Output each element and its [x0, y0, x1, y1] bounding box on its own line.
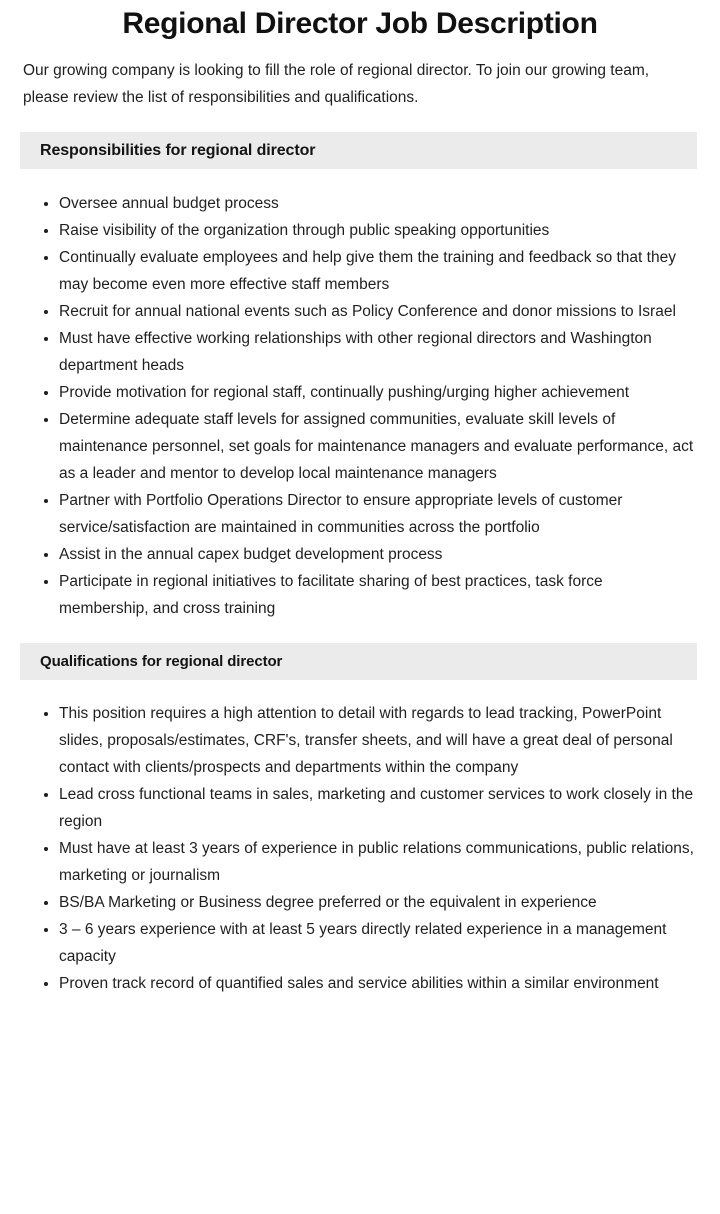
section-heading-qualifications: Qualifications for regional director — [40, 652, 283, 670]
page-title: Regional Director Job Description — [122, 7, 598, 40]
section-header-qualifications — [20, 643, 697, 680]
section-header-responsibilities — [20, 132, 697, 169]
responsibilities-list — [0, 190, 720, 622]
section-heading-responsibilities: Responsibilities for regional director — [40, 141, 316, 159]
list-item: Proven track record of quantified sales and service abilities within a similar environment — [0, 970, 720, 997]
list-item: Continually evaluate employees and help give them the training and feedback so that they may become even more effective staff members — [0, 244, 720, 298]
list-item: Must have at least 3 years of experience in public relations communications, public relations, marketing or journalism — [0, 835, 720, 889]
qualifications-list — [0, 700, 720, 997]
list-item: BS/BA Marketing or Business degree preferred or the equivalent in experience — [0, 889, 720, 916]
list-item: This position requires a high attention to detail with regards to lead tracking, PowerPoint slides, proposals/estimates, CRF's, transfer sheets, and will have a great deal of personal contact with clients/prospects and departments within the company — [0, 700, 720, 781]
list-item: Assist in the annual capex budget development process — [0, 541, 720, 568]
list-item: Lead cross functional teams in sales, marketing and customer services to work closely in the region — [0, 781, 720, 835]
list-item: Recruit for annual national events such as Policy Conference and donor missions to Israel — [0, 298, 720, 325]
list-item: Determine adequate staff levels for assigned communities, evaluate skill levels of maintenance personnel, set goals for maintenance managers and evaluate performance, act as a leader and mentor to develop local maintenance managers — [0, 406, 720, 487]
list-item: Provide motivation for regional staff, continually pushing/urging higher achievement — [0, 379, 720, 406]
list-item: Must have effective working relationships with other regional directors and Washington department heads — [0, 325, 720, 379]
list-item: Participate in regional initiatives to facilitate sharing of best practices, task force membership, and cross training — [0, 568, 720, 622]
list-item: 3 – 6 years experience with at least 5 years directly related experience in a management capacity — [0, 916, 720, 970]
list-item: Partner with Portfolio Operations Director to ensure appropriate levels of customer service/satisfaction are maintained in communities across the portfolio — [0, 487, 720, 541]
intro-paragraph: Our growing company is looking to fill the role of regional director. To join our growing team, please review the list of responsibilities and qualifications. — [23, 62, 650, 106]
list-item: Oversee annual budget process — [0, 190, 720, 217]
list-item: Raise visibility of the organization through public speaking opportunities — [0, 217, 720, 244]
